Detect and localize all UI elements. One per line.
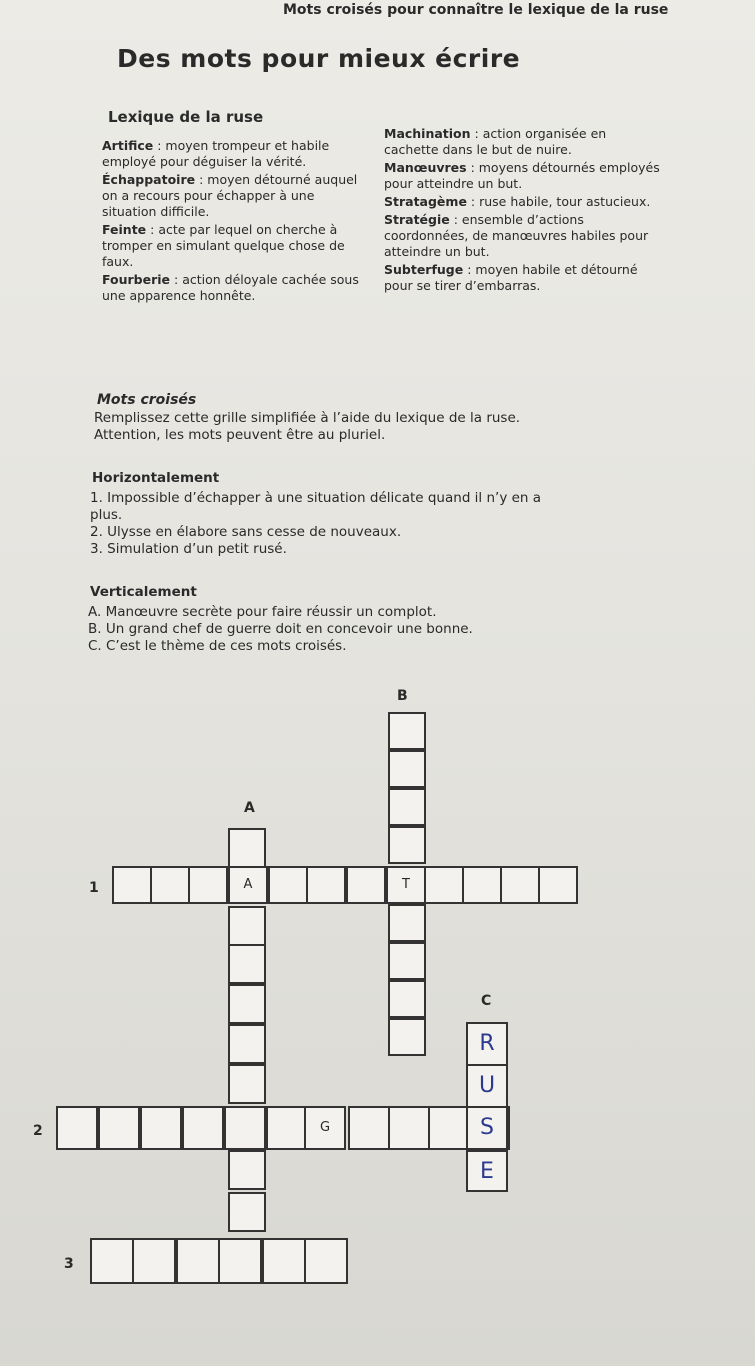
- cell-B-8[interactable]: [388, 1018, 426, 1056]
- lexique-left-column: [102, 138, 370, 306]
- cell-row3-0[interactable]: [90, 1238, 134, 1284]
- term: Échappatoire: [102, 172, 196, 187]
- cell-A-4[interactable]: [228, 1024, 266, 1064]
- term: Stratagème: [384, 194, 467, 209]
- clue: B. Un grand chef de guerre doit en concevoir une bonne.: [88, 621, 473, 637]
- term: Feinte: [102, 222, 147, 237]
- cell-row2-1[interactable]: [98, 1106, 140, 1150]
- cell-row3-1[interactable]: [132, 1238, 176, 1284]
- cell-row3-5[interactable]: [304, 1238, 348, 1284]
- lexique-entry: [384, 212, 664, 260]
- cell-row3-3[interactable]: [218, 1238, 262, 1284]
- cell-A-0[interactable]: [228, 828, 266, 868]
- vertical-clues: [88, 604, 473, 655]
- cell-row2-0[interactable]: [56, 1106, 98, 1150]
- cell-C-2[interactable]: [466, 1106, 508, 1150]
- cell-row1-0[interactable]: [112, 866, 152, 904]
- label-A: A: [244, 800, 255, 816]
- cell-A-3[interactable]: [228, 984, 266, 1024]
- cell-B-3[interactable]: [388, 826, 426, 864]
- definition: : moyen trompeur et habile employé pour déguiser la vérité.: [102, 138, 330, 169]
- definition: : ensemble d’actions coordonnées, de manœuvres habiles pour atteindre un but.: [384, 212, 649, 259]
- cell-row1-3[interactable]: [228, 866, 268, 904]
- cell-row1-8[interactable]: [424, 866, 464, 904]
- cell-row1-6[interactable]: [346, 866, 386, 904]
- cell-row1-9[interactable]: [462, 866, 502, 904]
- lexique-entry: [102, 138, 370, 170]
- horizontal-clues: [90, 490, 541, 558]
- handwritten-letter: S: [480, 1115, 494, 1140]
- cell-row3-2[interactable]: [176, 1238, 220, 1284]
- cell-row1-7[interactable]: [386, 866, 426, 904]
- label-3: 3: [64, 1256, 74, 1272]
- cell-C-1[interactable]: [466, 1064, 508, 1108]
- clue: plus.: [90, 507, 123, 523]
- label-B: B: [397, 688, 408, 704]
- handwritten-letter: U: [478, 1073, 496, 1098]
- cell-A-2[interactable]: [228, 944, 266, 984]
- cell-A-7[interactable]: [228, 1192, 266, 1232]
- definition: : ruse habile, tour astucieux.: [466, 194, 651, 209]
- cell-row1-4[interactable]: [268, 866, 308, 904]
- cell-B-6[interactable]: [388, 942, 426, 980]
- vertical-title: Verticalement: [90, 584, 197, 600]
- cell-row2-3[interactable]: [182, 1106, 224, 1150]
- definition: : action déloyale cachée sous une apparence honnête.: [102, 272, 359, 303]
- cell-letter: A: [243, 877, 253, 892]
- cell-C-3[interactable]: [466, 1150, 508, 1192]
- cell-row1-2[interactable]: [188, 866, 228, 904]
- cell-B-1[interactable]: [388, 750, 426, 788]
- cell-row1-11[interactable]: [538, 866, 578, 904]
- term: Fourberie: [102, 272, 171, 287]
- page-title: Des mots pour mieux écrire: [117, 44, 521, 73]
- instruction-line: Attention, les mots peuvent être au pluriel.: [94, 427, 386, 443]
- label-1: 1: [89, 880, 99, 896]
- definition: : action organisée en cachette dans le but de nuire.: [384, 126, 607, 157]
- cell-row1-1[interactable]: [150, 866, 190, 904]
- cell-row2-2[interactable]: [140, 1106, 182, 1150]
- cell-A-1[interactable]: [228, 906, 266, 946]
- clue: 2. Ulysse en élabore sans cesse de nouveaux.: [90, 524, 402, 540]
- label-2: 2: [33, 1123, 43, 1139]
- label-C: C: [481, 993, 492, 1009]
- lexique-entry: [102, 272, 370, 304]
- cell-B-7[interactable]: [388, 980, 426, 1018]
- cell-C-0[interactable]: [466, 1022, 508, 1066]
- cell-A-5[interactable]: [228, 1064, 266, 1104]
- cell-row3-4[interactable]: [262, 1238, 306, 1284]
- lexique-entry: [384, 160, 664, 192]
- lexique-title: Lexique de la ruse: [108, 108, 264, 126]
- definition: : moyen détourné auquel on a recours pour échapper à une situation difficile.: [102, 172, 358, 219]
- clue: A. Manœuvre secrète pour faire réussir un complot.: [88, 604, 437, 620]
- clue: 3. Simulation d’un petit rusé.: [90, 541, 287, 557]
- clue: C. C’est le thème de ces mots croisés.: [88, 638, 347, 654]
- definition: : moyen habile et détourné pour se tirer d’embarras.: [384, 262, 638, 293]
- cell-B-5[interactable]: [388, 904, 426, 942]
- lexique-entry: [102, 222, 370, 270]
- handwritten-letter: R: [479, 1031, 495, 1056]
- lexique-entry: [102, 172, 370, 220]
- cell-letter: T: [402, 877, 410, 892]
- term: Stratégie: [384, 212, 450, 227]
- lexique-entry: [384, 126, 664, 158]
- lexique-right-column: [384, 126, 664, 296]
- cell-row2-8[interactable]: [388, 1106, 430, 1150]
- cell-letter: G: [319, 1120, 331, 1135]
- term: Machination: [384, 126, 471, 141]
- definition: : moyens détournés employés pour atteindre un but.: [384, 160, 660, 191]
- cell-B-0[interactable]: [388, 712, 426, 750]
- crossword-instructions: [94, 410, 520, 444]
- term: Artifice: [102, 138, 154, 153]
- lexique-entry: [384, 194, 664, 210]
- cell-row1-10[interactable]: [500, 866, 540, 904]
- handwritten-letter: E: [480, 1159, 494, 1184]
- cell-row2-4[interactable]: [224, 1106, 266, 1150]
- cell-B-2[interactable]: [388, 788, 426, 826]
- cell-row2-5[interactable]: [266, 1106, 308, 1150]
- definition: : acte par lequel on cherche à tromper en simulant quelque chose de faux.: [102, 222, 345, 269]
- cell-row2-7[interactable]: [348, 1106, 390, 1150]
- horizontal-title: Horizontalement: [92, 470, 220, 486]
- term: Manœuvres: [384, 160, 467, 175]
- clue: 1. Impossible d’échapper à une situation délicate quand il n’y en a: [90, 490, 542, 506]
- cell-row2-6[interactable]: [304, 1106, 346, 1150]
- instruction-line: Remplissez cette grille simplifiée à l’aide du lexique de la ruse.: [94, 410, 521, 426]
- cell-A-6[interactable]: [228, 1150, 266, 1190]
- header-top-line: Mots croisés pour connaître le lexique de la ruse: [283, 2, 669, 18]
- cell-row2-9[interactable]: [428, 1106, 470, 1150]
- cell-row1-5[interactable]: [306, 866, 346, 904]
- crossword-title: Mots croisés: [97, 392, 197, 408]
- lexique-entry: [384, 262, 664, 294]
- term: Subterfuge: [384, 262, 464, 277]
